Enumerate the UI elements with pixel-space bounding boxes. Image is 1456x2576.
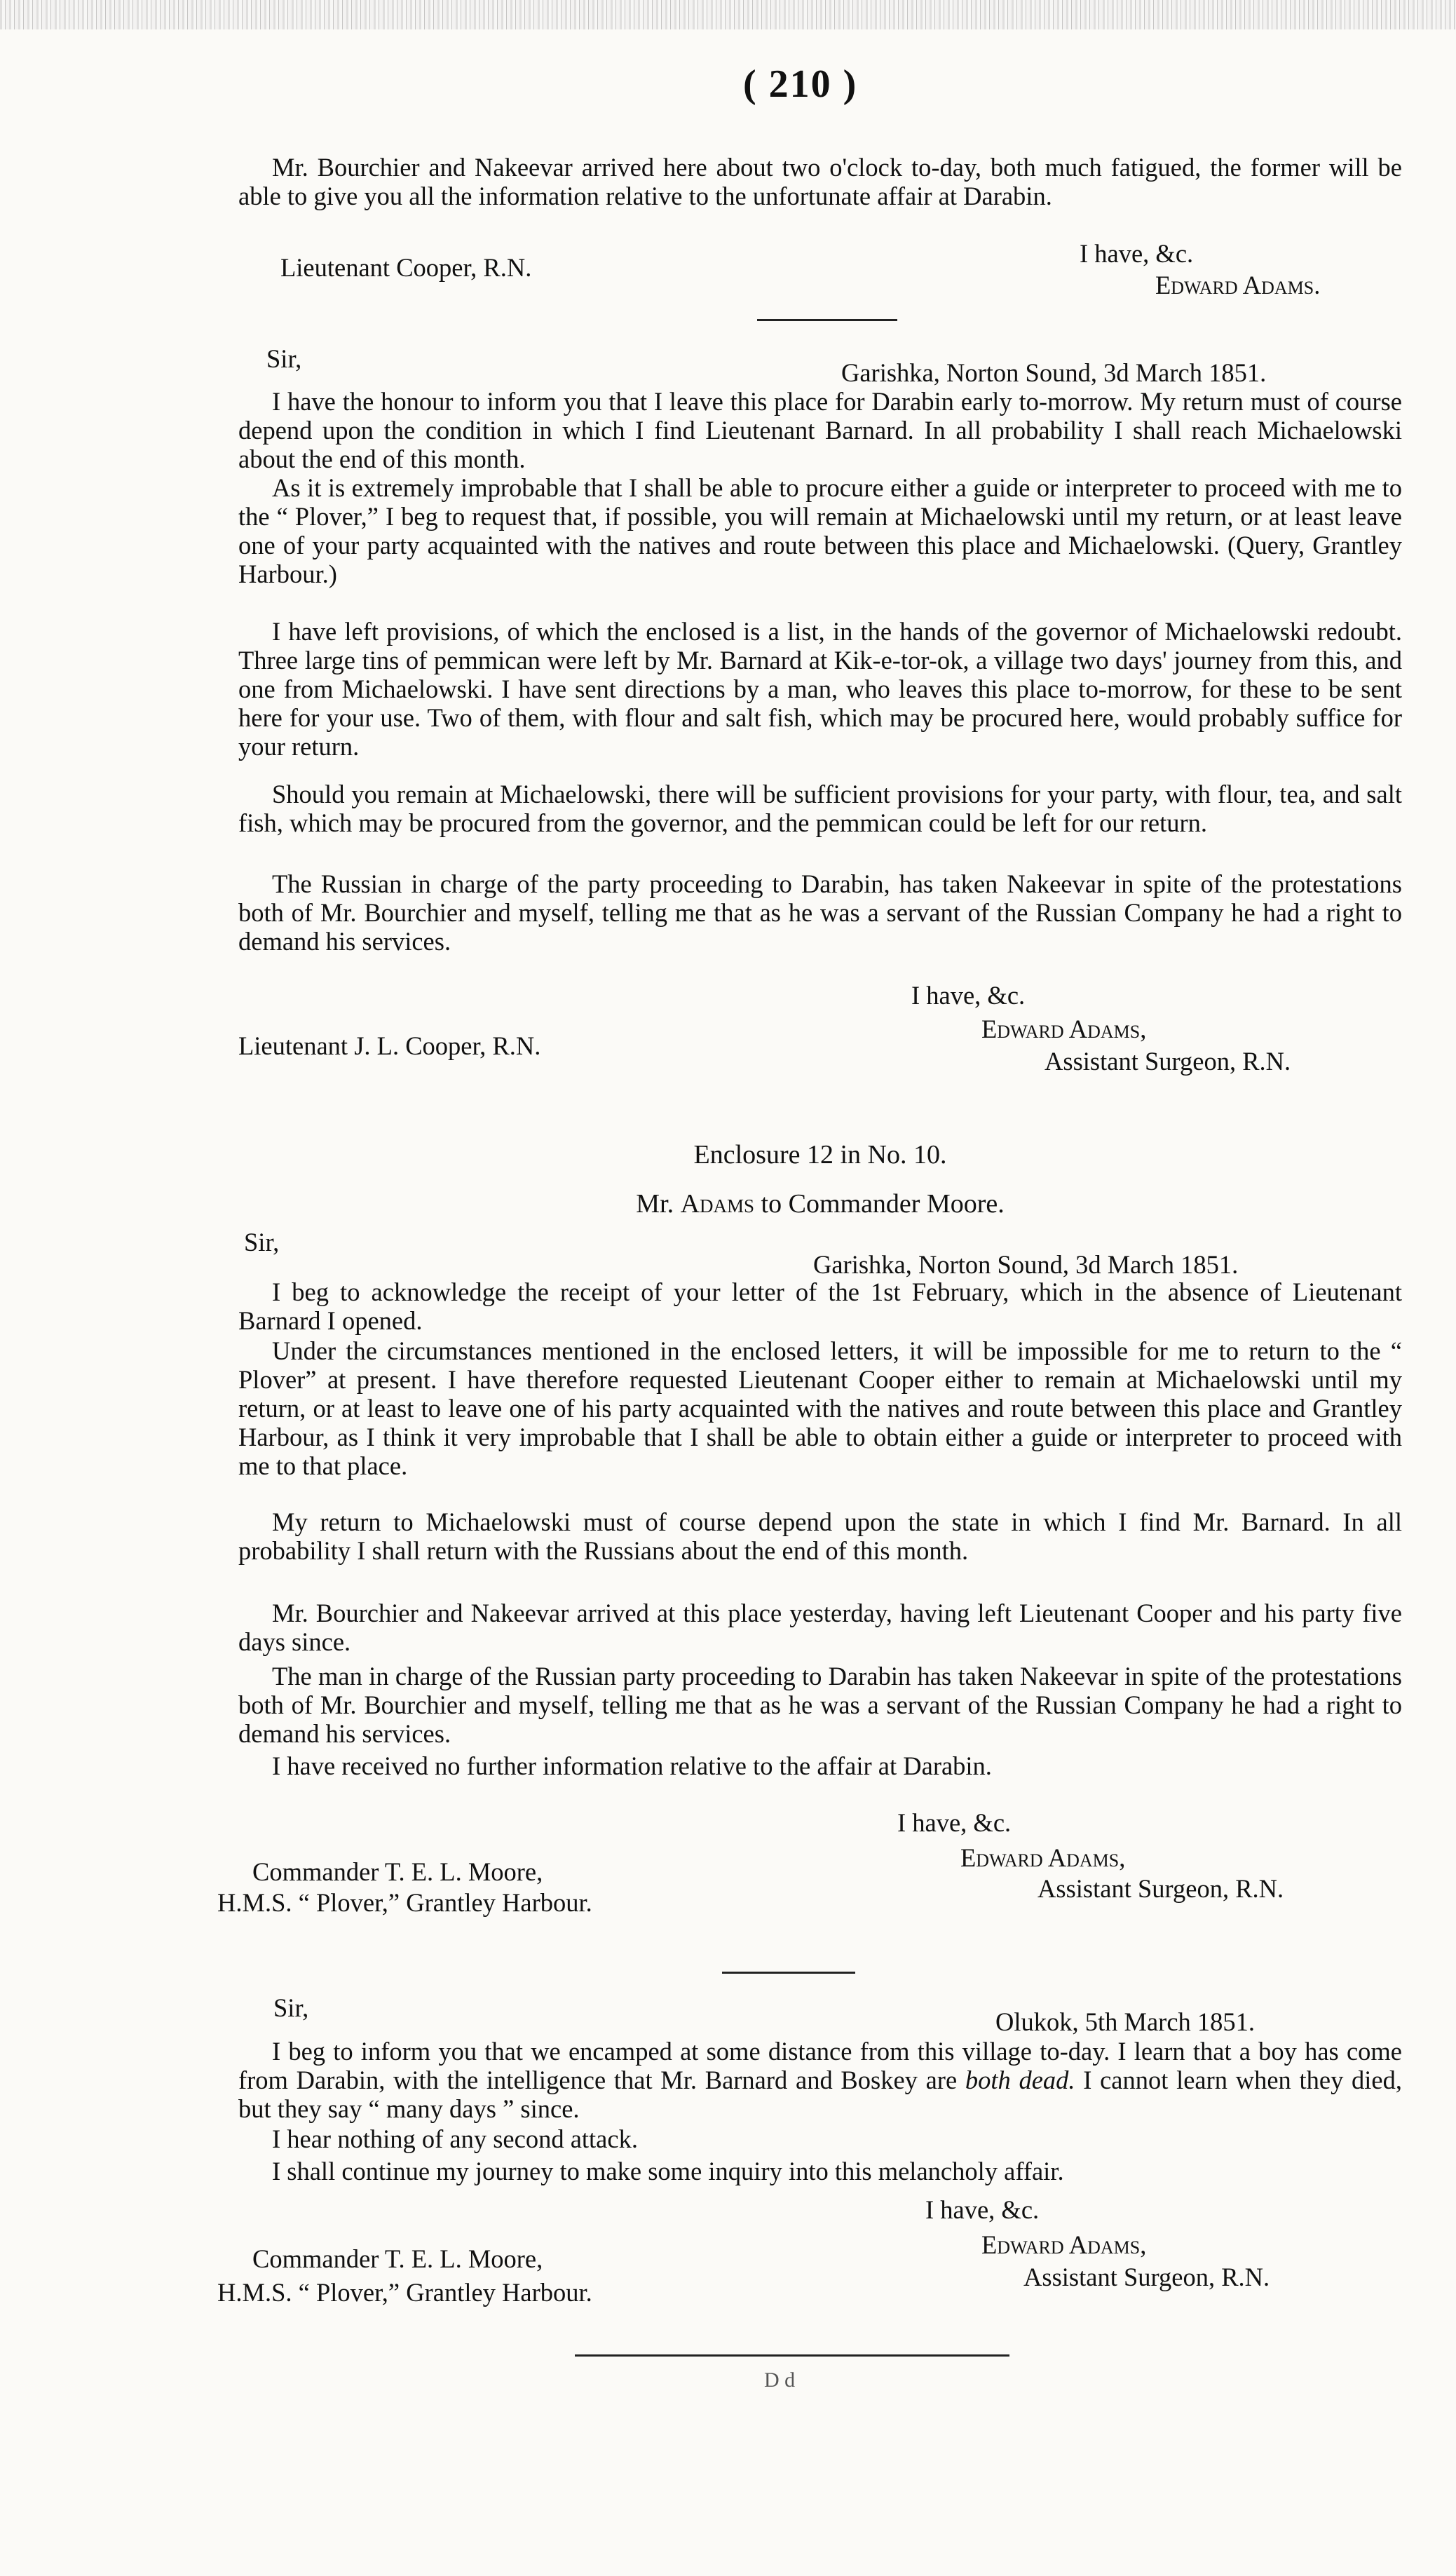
enclosure-subtitle-prefix: Mr. [636,1189,674,1219]
letter4-signature: Edward Adams, [981,2230,1147,2259]
letter3-addressee-name: Commander T. E. L. Moore, [252,1857,543,1886]
letter2-signature: Edward Adams, [981,1015,1147,1043]
letter4-paragraph-2: I hear nothing of any second attack. [272,2124,638,2153]
letter3-rank: Assistant Surgeon, R.N. [1037,1874,1284,1903]
letter4-place-date: Olukok, 5th March 1851. [995,2007,1256,2036]
divider-rule [757,319,897,321]
letter4-salutation: Sir, [273,1993,309,2022]
letter4-closing: I have, &c. [925,2195,1040,2224]
letter3-salutation: Sir, [244,1228,280,1256]
enclosure-subtitle-rest: to Commander Moore. [761,1189,1005,1219]
letter3-paragraph-1: I beg to acknowledge the receipt of your letter of the 1st February, which in the absence of Lieutenant Barnard I opened. [238,1277,1402,1335]
letter3-paragraph-4: Mr. Bourchier and Nakeevar arrived at this place yesterday, having left Lieutenant Cooper and his party five days since. [238,1599,1402,1656]
letter4-addressee-name: Commander T. E. L. Moore, [252,2244,543,2273]
letter2-addressee: Lieutenant J. L. Cooper, R.N. [238,1031,541,1060]
divider-rule [722,1972,855,1974]
letter3-paragraph-3: My return to Michaelowski must of course depend upon the state in which I find Mr. Barnard. In all probability I shall return with the Russians about the end of this month. [238,1507,1402,1565]
letter2-closing: I have, &c. [911,981,1026,1010]
letter2-place-date: Garishka, Norton Sound, 3d March 1851. [841,358,1267,387]
letter4-paragraph-1-end: I cannot learn when they died, but they say “ many days ” since. [238,2066,1403,2123]
letter3-paragraph-6: I have received no further information relative to the affair at Darabin. [272,1751,992,1780]
letter4-paragraph-1-emphasis: both dead. [965,2066,1075,2094]
letter1-closing: I have, &c. [1080,239,1194,268]
letter4-addressee-ship: H.M.S. “ Plover,” Grantley Harbour. [217,2278,592,2307]
letter4-paragraph-1-start: I beg to inform you that we encamped at some distance from this village to-day. I learn that a boy has come from Darabin, with the intelligence that Mr. Barnard and Boskey are [238,2037,1402,2094]
letter4-rank: Assistant Surgeon, R.N. [1023,2263,1270,2291]
enclosure-subtitle [238,1188,1402,1219]
letter2-paragraph-2: As it is extremely improbable that I shall be able to procure either a guide or interpreter to proceed with me to the “ Plover,” I beg to request that, if possible, you will remain at Michaelowski until my return, or at least leave one of your party acquainted with the natives and route between this place and Michaelowski. (Query, Grantley Harbour.) [238,473,1402,588]
enclosure-subtitle-name: Adams [680,1189,755,1219]
letter2-salutation: Sir, [266,344,302,373]
divider-rule-bottom [575,2354,1009,2357]
letter4-paragraph-3: I shall continue my journey to make some inquiry into this melancholy affair. [272,2157,1064,2185]
letter1-signature: Edward Adams. [1155,271,1321,299]
letter2-paragraph-3: I have left provisions, of which the enclosed is a list, in the hands of the governor of Michaelowski redoubt. Three large tins of pemmican were left by Mr. Barnard at Kik-e-tor-ok, a village two days' journey from this, and one from Michaelowski. I have sent directions by a man, who leaves this place to-morrow, for these to be sent here for your use. Two of them, with flour and salt fish, which may be procured here, would probably suffice for your return. [238,617,1402,761]
letter3-paragraph-2: Under the circumstances mentioned in the enclosed letters, it will be impossible for me to return to the “ Plover” at present. I have therefore requested Lieutenant Cooper either to remain at Michaelowski until my return, or at least to leave one of his party acquainted with the natives and route between this place and Grantley Harbour, as I think it very improbable that I shall be able to obtain either a guide or interpreter to proceed with me to that place. [238,1336,1402,1480]
letter2-rank: Assistant Surgeon, R.N. [1045,1047,1291,1076]
letter3-signature: Edward Adams, [960,1843,1126,1872]
letter1-body: Mr. Bourchier and Nakeevar arrived here about two o'clock to-day, both much fatigued, the former will be able to give you all the information relative to the unfortunate affair at Darabin. [238,153,1402,210]
letter3-closing: I have, &c. [897,1808,1012,1837]
letter3-paragraph-5: The man in charge of the Russian party proceeding to Darabin has taken Nakeevar in spite of the protestations both of Mr. Bourchier and myself, telling me that as he was a servant of the Russian Company he had a right to demand his services. [238,1662,1402,1748]
letter2-paragraph-5: The Russian in charge of the party proceeding to Darabin, has taken Nakeevar in spite of the protestations both of Mr. Bourchier and myself, telling me that as he was a servant of the Russian Company he had a right to demand his services. [238,869,1402,956]
letter2-paragraph-4: Should you remain at Michaelowski, there will be sufficient provisions for your party, with flour, tea, and salt fish, which may be procured from the governor, and the pemmican could be left for our return. [238,780,1402,837]
page-number: ( 210 ) [743,62,858,106]
letter2-paragraph-1: I have the honour to inform you that I leave this place for Darabin early to-morrow. My return must of course depend upon the condition in which I find Lieutenant Barnard. In all probability I shall reach Michaelowski about the end of this month. [238,387,1402,473]
enclosure-title: Enclosure 12 in No. 10. [693,1140,947,1170]
scan-noise-band [0,0,1456,29]
signature-mark: D d [764,2368,796,2392]
letter1-addressee: Lieutenant Cooper, R.N. [280,253,532,282]
letter3-place-date: Garishka, Norton Sound, 3d March 1851. [813,1250,1239,1279]
letter3-addressee-ship: H.M.S. “ Plover,” Grantley Harbour. [217,1888,592,1917]
letter4-paragraph-1 [238,2037,1402,2123]
